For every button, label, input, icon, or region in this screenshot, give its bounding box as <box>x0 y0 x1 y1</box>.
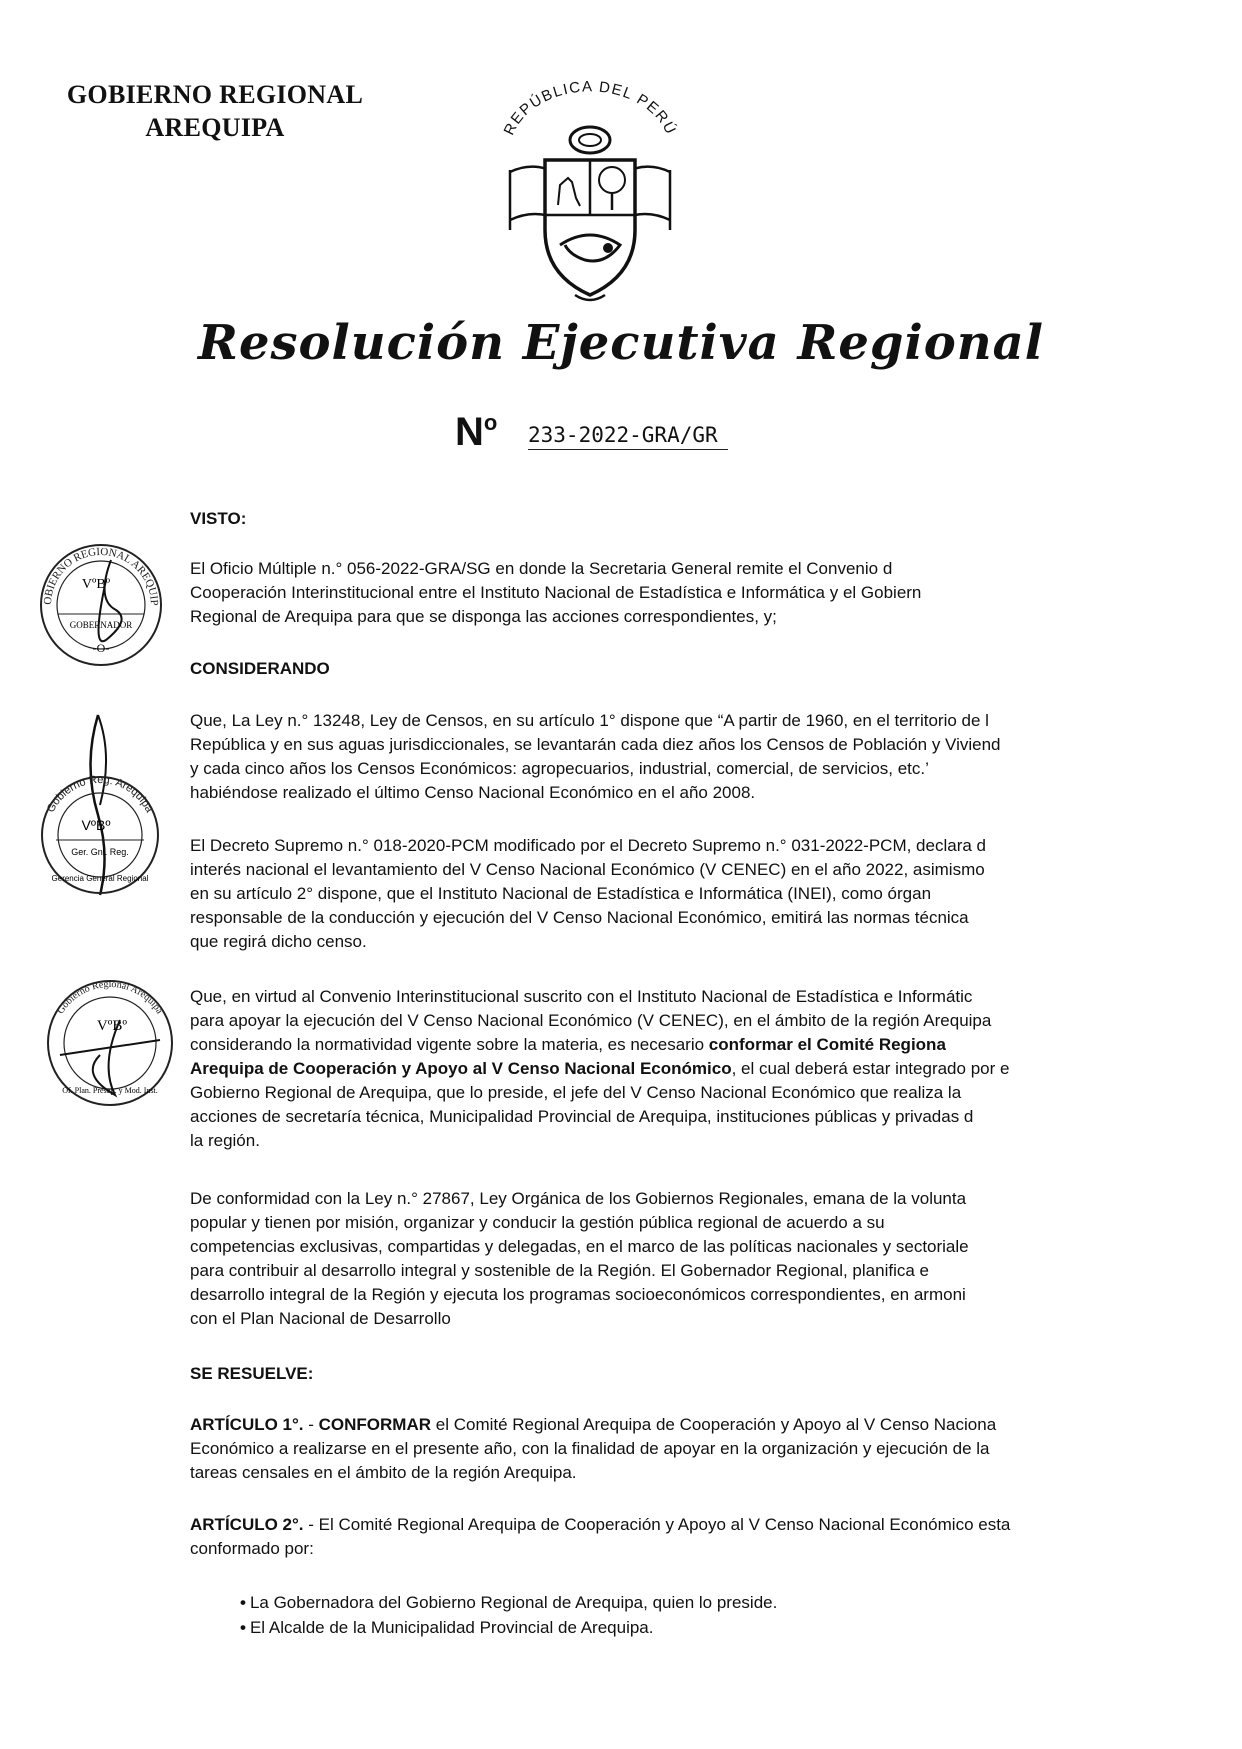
paragraph-line: en su artículo 2° dispone, que el Instituto Nacional de Estadística e Informática (INEI), como órgan <box>190 884 932 903</box>
seal-arc-text: REPÚBLICA DEL PERÚ <box>500 80 680 138</box>
coat-of-arms <box>490 80 690 310</box>
org-name-line1: GOBIERNO REGIONAL <box>66 80 364 109</box>
paragraph-line: que regirá dicho censo. <box>190 932 367 951</box>
approval-stamp-icon <box>28 705 168 905</box>
article-1-separator: - <box>303 1415 319 1434</box>
list-item: • La Gobernadora del Gobierno Regional de Arequipa, quien lo preside. <box>240 1590 1060 1615</box>
article-1-label: ARTÍCULO 1°. <box>190 1415 304 1434</box>
approval-stamp-icon <box>40 975 180 1110</box>
svg-text:REPÚBLICA DEL PERÚ <box>501 80 680 138</box>
stamp-text: Gobierno Regional Arequipa <box>55 978 165 1017</box>
article-2-label: ARTÍCULO 2°. <box>190 1515 304 1534</box>
stamp-text: OBIERNO REGIONAL AREQUIP <box>41 545 161 606</box>
number-value: 233-2022-GRA/GR <box>528 423 728 450</box>
paragraph-line: conformado por: <box>190 1539 314 1558</box>
list-item: • El Alcalde de la Municipalidad Provincial de Arequipa. <box>240 1615 1060 1640</box>
stamp-text: -O- <box>92 641 110 655</box>
article-1 <box>190 1413 1070 1485</box>
visto-heading <box>190 507 1070 531</box>
article-1-verb: CONFORMAR <box>318 1415 432 1434</box>
text-run: el Comité Regional Arequipa de Cooperación y Apoyo al V Censo Naciona <box>431 1415 997 1434</box>
stamp-text: Ger. Gnl. Reg. <box>71 847 129 857</box>
paragraph-line: responsable de la conducción y ejecución del V Censo Nacional Económico, emitirá las normas técnica <box>190 908 969 927</box>
bold-text-run: conformar el Comité Regiona <box>708 1035 946 1054</box>
visto-line: Regional de Arequipa para que se disponga las acciones correspondientes, y; <box>190 607 777 626</box>
paragraph-line <box>190 1033 1070 1057</box>
considerando-paragraph-2 <box>190 834 1070 954</box>
considerando-paragraph-1 <box>190 709 1070 805</box>
resuelve-heading-text: SE RESUELVE: <box>190 1364 314 1383</box>
paragraph-line: De conformidad con la Ley n.° 27867, Ley Orgánica de los Gobiernos Regionales, emana de la volunta <box>190 1189 967 1208</box>
paragraph-line: acciones de secretaría técnica, Municipalidad Provincial de Arequipa, instituciones públicas y privadas d <box>190 1107 974 1126</box>
paragraph-line: Económico a realizarse en el presente año, con la finalidad de apoyar en la organización y ejecución de la <box>190 1439 990 1458</box>
approval-stamp-icon <box>36 540 166 670</box>
document-title: Resolución Ejecutiva Regional <box>198 315 1044 371</box>
number-sup: o <box>483 410 498 435</box>
header-organization <box>60 78 370 144</box>
article-2 <box>190 1513 1070 1561</box>
paragraph-line: interés nacional el levantamiento del V Censo Nacional Económico (V CENEC) en el año 2022, asimismo <box>190 860 985 879</box>
stamp-planeamiento <box>40 975 180 1115</box>
paragraph-line <box>190 1513 1070 1537</box>
paragraph-line: con el Plan Nacional de Desarrollo <box>190 1309 451 1328</box>
stamp-text: Gobierno Reg. Arequipa <box>44 773 156 815</box>
text-run: - El Comité Regional Arequipa de Cooperación y Apoyo al V Censo Nacional Económico esta <box>303 1515 1011 1534</box>
resuelve-heading <box>190 1362 1070 1386</box>
paragraph-line: habiéndose realizado el último Censo Nacional Económico en el año 2008. <box>190 783 756 802</box>
considerando-heading-text: CONSIDERANDO <box>190 659 330 678</box>
svg-text:GOBIERNO REGIONAL AREQUIPA <box>36 540 160 606</box>
number-label: N <box>455 410 484 454</box>
paragraph-line: la región. <box>190 1131 260 1150</box>
stamp-text: Of. Plan. Presup. y Mod. Inst. <box>62 1086 158 1095</box>
paragraph-line: tareas censales en el ámbito de la región Arequipa. <box>190 1463 577 1482</box>
considerando-heading <box>190 657 1070 681</box>
resolution-number <box>455 410 718 460</box>
paragraph-line: competencias exclusivas, compartidas y delegadas, en el marco de las políticas nacionales y sectoriale <box>190 1237 969 1256</box>
stamp-gobernador <box>36 540 166 675</box>
paragraph-line: República y en sus aguas jurisdiccionales, se levantarán cada diez años los Censos de Población y Viviend <box>190 735 1001 754</box>
bold-text-run: Arequipa de Cooperación y Apoyo al V Censo Nacional Económico <box>190 1059 732 1078</box>
paragraph-line: desarrollo integral de la Región y ejecuta los programas socioeconómicos correspondientes, en armoni <box>190 1285 966 1304</box>
paragraph-line: Gobierno Regional de Arequipa, que lo preside, el jefe del V Censo Nacional Económico que realiza la <box>190 1083 962 1102</box>
org-name-line2: AREQUIPA <box>145 113 285 142</box>
stamp-gerencia-general <box>28 705 168 910</box>
svg-text:Gobierno Regional Arequipa <box>55 979 165 1016</box>
text-run: considerando la normatividad vigente sobre la materia, es necesario <box>190 1035 709 1054</box>
stamp-text: GOBERNADOR <box>69 620 133 630</box>
paragraph-line <box>190 1057 1070 1081</box>
coat-of-arms-icon <box>490 80 690 310</box>
paragraph-line <box>190 1413 1070 1437</box>
stamp-text: VºBº <box>81 577 111 592</box>
text-run: , el cual deberá estar integrado por e <box>731 1059 1010 1078</box>
visto-line: El Oficio Múltiple n.° 056-2022-GRA/SG en donde la Secretaria General remite el Convenio d <box>190 559 893 578</box>
paragraph-line: El Decreto Supremo n.° 018-2020-PCM modificado por el Decreto Supremo n.° 031-2022-PCM, declara d <box>190 836 986 855</box>
stamp-text: Gerencia General Regional <box>51 874 149 883</box>
paragraph-line: y cada cinco años los Censos Económicos: agropecuarios, industrial, comercial, de servicios, etc.’ <box>190 759 929 778</box>
committee-members-list <box>240 1590 1060 1640</box>
visto-paragraph <box>190 557 1070 629</box>
paragraph-line: para contribuir al desarrollo integral y sostenible de la Región. El Gobernador Regional, planifica e <box>190 1261 929 1280</box>
visto-line: Cooperación Interinstitucional entre el Instituto Nacional de Estadística e Informática y el Gobiern <box>190 583 922 602</box>
paragraph-line: para apoyar la ejecución del V Censo Nacional Económico (V CENEC), en el ámbito de la región Arequipa <box>190 1011 992 1030</box>
considerando-paragraph-3 <box>190 985 1070 1153</box>
svg-text:Gobierno Reg. Arequipa <box>45 774 156 815</box>
paragraph-line: Que, La Ley n.° 13248, Ley de Censos, en su artículo 1° dispone que “A partir de 1960, en el territorio de l <box>190 711 989 730</box>
stamp-text: VºBº <box>96 1018 128 1034</box>
considerando-paragraph-4 <box>190 1187 1070 1331</box>
paragraph-line: Que, en virtud al Convenio Interinstitucional suscrito con el Instituto Nacional de Estadística e Informátic <box>190 987 973 1006</box>
visto-heading-text: VISTO: <box>190 509 247 528</box>
stamp-text: VºBº <box>81 817 111 833</box>
paragraph-line: popular y tienen por misión, organizar y conducir la gestión pública regional de acuerdo a su <box>190 1213 885 1232</box>
